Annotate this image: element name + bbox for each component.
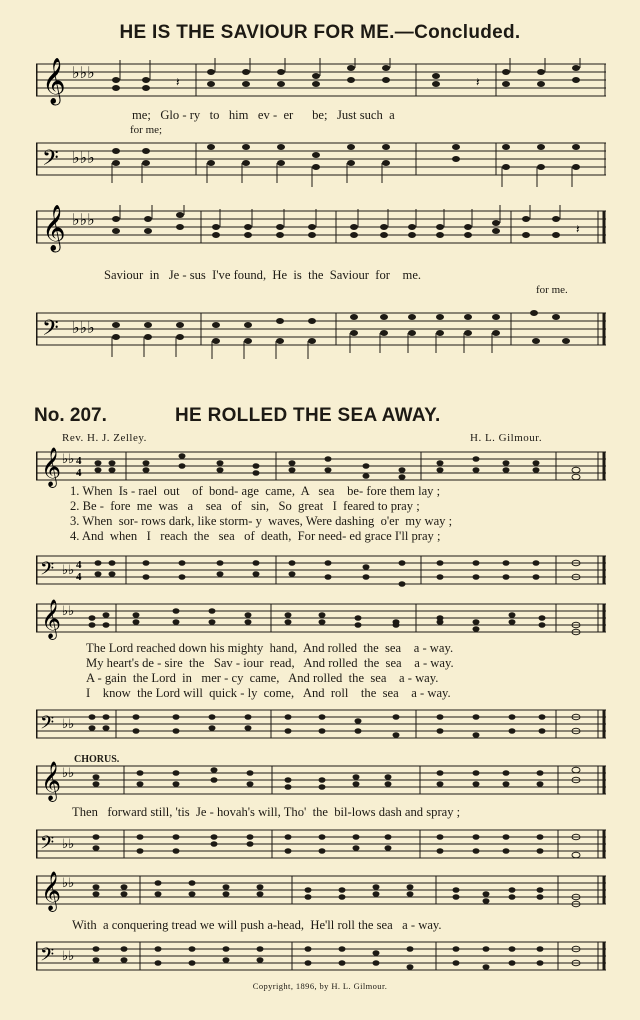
chorus-system2-treble-staff [36,870,608,914]
svg-text:𝄢: 𝄢 [40,833,55,858]
chorus-system2-bass-staff [36,936,608,980]
song1-lyric-line2-sub: for me. [536,284,568,296]
svg-text:♭♭: ♭♭ [62,948,75,963]
song2-system2-bass-staff [36,704,608,748]
verse-line-b-4: I know the Lord will quick - ly come, And roll the sea a - way. [86,686,451,700]
svg-text:4: 4 [76,571,82,583]
svg-text:𝄞: 𝄞 [42,58,66,104]
svg-text:4: 4 [76,455,82,467]
svg-text:𝄞: 𝄞 [41,871,62,911]
page-header-title: HE IS THE SAVIOUR FOR ME.—Concluded. [119,22,521,43]
svg-text:𝄽: 𝄽 [476,75,480,89]
svg-text:4: 4 [76,467,82,479]
chorus-line-1: Then forward still, 'tis Je - hovah's will, Tho' the bil-lows dash and spray ; [72,805,461,819]
svg-text:𝄞: 𝄞 [41,447,62,487]
svg-text:♭♭: ♭♭ [62,451,75,466]
song1-lyric-line2: Saviour in Je - sus I've found, He is the Saviour for me. [104,268,422,282]
svg-text:♭♭♭: ♭♭♭ [72,65,95,82]
song1-system1-bass-staff [36,133,608,191]
chorus-line-2: With a conquering tread we will push a-head, He'll roll the sea a - way. [72,918,442,932]
verse-line-b-2: My heart's de - sire the Sav - iour read, And rolled the sea a - way. [86,656,454,670]
svg-text:4: 4 [76,559,82,571]
song2-system1-bass-staff [36,550,608,594]
copyright-notice: Copyright, 1896, by H. L. Gilmour. [252,981,388,991]
svg-text:𝄞: 𝄞 [41,761,62,801]
svg-text:𝄢: 𝄢 [42,146,59,176]
svg-text:♭♭: ♭♭ [62,562,75,577]
song1-system2-bass-staff [36,303,608,361]
svg-text:𝄞: 𝄞 [41,599,62,639]
hymn-number: No. 207. [34,405,107,426]
chorus-system1-treble-staff [36,760,608,804]
svg-text:𝄢: 𝄢 [40,559,55,584]
svg-text:𝄢: 𝄢 [40,945,55,970]
hymn-title: HE ROLLED THE SEA AWAY. [175,405,441,426]
song1-lyric-line1-sub: for me; [130,124,163,136]
chorus-system1-bass-staff [36,824,608,868]
verse-line-a-2: 2. Be - fore me was a sea of sin, So great I feared to pray ; [70,499,420,513]
verse-line-a-3: 3. When sor- rows dark, like storm- y waves, Were dashing o'er my way ; [70,514,453,528]
svg-text:𝄽: 𝄽 [176,75,180,89]
verse-line-a-4: 4. And when I reach the sea of death, For need- ed grace I'll pray ; [70,529,441,543]
svg-text:𝄞: 𝄞 [42,205,66,251]
svg-text:♭♭: ♭♭ [62,836,75,851]
svg-text:♭♭: ♭♭ [62,875,75,890]
svg-text:♭♭♭: ♭♭♭ [72,212,95,229]
lyricist-credit: Rev. H. J. Zelley. [62,432,147,444]
svg-text:♭♭: ♭♭ [62,603,75,618]
svg-text:♭♭: ♭♭ [62,765,75,780]
svg-text:♭♭: ♭♭ [62,716,75,731]
svg-text:♭♭♭: ♭♭♭ [72,150,95,167]
composer-credit: H. L. Gilmour. [470,432,543,444]
verse-line-b-3: A - gain the Lord in mer - cy came, And rolled the sea a - way. [86,671,439,685]
song1-lyric-line1: me; Glo - ry to him ev - er be; Just such a [132,108,395,122]
song1-system2-treble-staff [36,205,608,263]
verse-line-a-1: 1. When Is - rael out of bond- age came, A sea be- fore them lay ; [70,484,441,498]
verse-line-b-1: The Lord reached down his mighty hand, And rolled the sea a - way. [86,641,454,655]
song2-system2-treble-staff [36,598,608,642]
svg-text:♭♭♭: ♭♭♭ [72,320,95,337]
svg-text:𝄢: 𝄢 [40,713,55,738]
svg-text:𝄽: 𝄽 [576,222,580,236]
chorus-label: CHORUS. [74,754,120,765]
svg-text:𝄢: 𝄢 [42,316,59,346]
